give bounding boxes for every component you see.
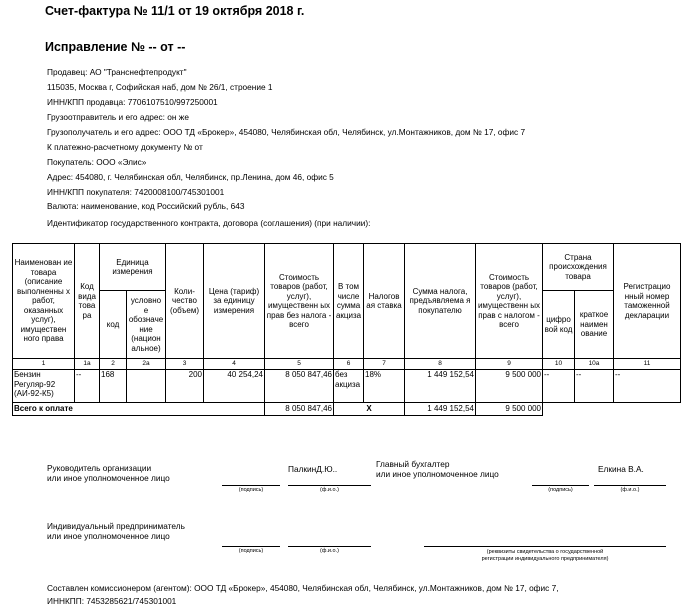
entrepreneur-fio-caption: (ф.и.о.) bbox=[320, 548, 339, 554]
cell-country-code: -- bbox=[543, 370, 575, 403]
header-name: Наименован ие товара (описание выполненны х работ, оказанных услуг), имуществен ного права bbox=[13, 244, 75, 359]
header-country: Страна происхождения товара bbox=[543, 244, 614, 291]
cell-unit-code: 168 bbox=[100, 370, 127, 403]
column-number: 10 bbox=[543, 359, 575, 370]
total-row bbox=[13, 403, 681, 416]
payment-doc-line: К платежно-расчетному документу № от bbox=[47, 142, 203, 152]
header-country-name: краткое наимен ование bbox=[575, 291, 614, 359]
cell-name: Бензин Регуляр-92 (АИ-92-К5) bbox=[13, 370, 75, 403]
shipper-line: Грузоотправитель и его адрес: он же bbox=[47, 112, 189, 122]
header-country-code: цифро вой код bbox=[543, 291, 575, 359]
currency-line: Валюта: наименование, код Российский рубль, 643 bbox=[47, 201, 245, 211]
column-number: 1 bbox=[13, 359, 75, 370]
column-number: 3 bbox=[166, 359, 204, 370]
header-kind-code: Код вида това ра bbox=[75, 244, 100, 359]
buyer-line: Покупатель: ООО «Элис» bbox=[47, 157, 147, 167]
header-customs: Регистрацио нный номер таможенной декларации bbox=[614, 244, 681, 359]
accountant-name-line bbox=[594, 485, 666, 486]
header-unit: Единица измерения bbox=[100, 244, 166, 291]
total-cost-with-tax: 9 500 000 bbox=[476, 403, 543, 416]
column-number: 2а bbox=[127, 359, 166, 370]
seller-address-line: 115035, Москва г, Софийская наб, дом № 26/1, строение 1 bbox=[47, 82, 273, 92]
column-number: 10а bbox=[575, 359, 614, 370]
total-label: Всего к оплате bbox=[13, 403, 265, 416]
cell-customs: -- bbox=[614, 370, 681, 403]
column-number: 11 bbox=[614, 359, 681, 370]
contract-id-line: Идентификатор государственного контракта, договора (соглашения) (при наличии): bbox=[47, 218, 371, 228]
header-cost-with-tax: Стоимость товаров (работ, услуг), имущественн ых прав с налогом - всего bbox=[476, 244, 543, 359]
total-cost-no-tax: 8 050 847,46 bbox=[265, 403, 334, 416]
cell-country-name: -- bbox=[575, 370, 614, 403]
entrepreneur-signature-line bbox=[222, 546, 280, 547]
head-label: Руководитель организации или иное уполномоченное лицо bbox=[47, 463, 170, 483]
seller-line: Продавец: АО "Транснефтепродукт" bbox=[47, 67, 187, 77]
buyer-inn-line: ИНН/КПП покупателя: 7420008100/745301001 bbox=[47, 187, 225, 197]
head-fio-caption: (ф.и.о.) bbox=[320, 487, 339, 493]
head-name-line bbox=[288, 485, 371, 486]
header-tax-rate: Налогов ая ставка bbox=[364, 244, 405, 359]
column-number: 1а bbox=[75, 359, 100, 370]
column-number: 2 bbox=[100, 359, 127, 370]
invoice-title: Счет-фактура № 11/1 от 19 октября 2018 г. bbox=[45, 4, 305, 18]
accountant-label: Главный бухгалтер или иное уполномоченное лицо bbox=[376, 459, 499, 479]
header-cost-no-tax: Стоимость товаров (работ, услуг), имущественн ых прав без налога - всего bbox=[265, 244, 334, 359]
header-unit-code: код bbox=[100, 291, 127, 359]
entrepreneur-label: Индивидуальный предприниматель или иное уполномоченное лицо bbox=[47, 521, 185, 541]
accountant-fio-caption: (ф.и.о.) bbox=[620, 487, 640, 493]
column-number: 4 bbox=[204, 359, 265, 370]
column-number: 6 bbox=[334, 359, 364, 370]
requisites-caption-1: (реквизиты свидетельства о государственной bbox=[486, 549, 604, 555]
accountant-name: Елкина В.А. bbox=[598, 464, 644, 474]
entrepreneur-signature-caption: (подпись) bbox=[238, 548, 264, 554]
consignee-line: Грузополучатель и его адрес: ООО ТД «Брокер», 454080, Челябинская обл, Челябинск, ул.Монтажников, дом № 17, офис 7 bbox=[47, 127, 526, 137]
accountant-signature-caption: (подпись) bbox=[548, 487, 573, 493]
column-number: 8 bbox=[405, 359, 476, 370]
requisites-caption-2: регистрации индивидуального предпринимателя) bbox=[481, 556, 609, 562]
entrepreneur-name-line bbox=[288, 546, 371, 547]
commission-agent-inn-line: ИННКПП: 7453285621/745301001 bbox=[47, 596, 177, 606]
header-quantity: Коли- чество (объем) bbox=[166, 244, 204, 359]
column-number: 7 bbox=[364, 359, 405, 370]
seller-inn-line: ИНН/КПП продавца: 7706107510/997250001 bbox=[47, 97, 218, 107]
cell-cost-no-tax: 8 050 847,46 bbox=[265, 370, 334, 403]
cell-price: 40 254,24 bbox=[204, 370, 265, 403]
total-mark: Х bbox=[334, 403, 405, 416]
header-price: Цена (тариф) за единицу измерения bbox=[204, 244, 265, 359]
table-row bbox=[13, 370, 681, 403]
accountant-signature-line bbox=[532, 485, 589, 486]
column-number: 5 bbox=[265, 359, 334, 370]
column-number: 9 bbox=[476, 359, 543, 370]
commission-agent-line: Составлен комиссионером (агентом): ООО ТД «Брокер», 454080, Челябинская обл, Челябинск, ул.Монтажников, дом № 17, офис 7, bbox=[47, 583, 559, 593]
header-unit-name: условно е обозначе ние (национ альное) bbox=[127, 291, 166, 359]
total-tax-sum: 1 449 152,54 bbox=[405, 403, 476, 416]
head-signature-caption: (подпись) bbox=[238, 487, 264, 493]
cell-cost-with-tax: 9 500 000 bbox=[476, 370, 543, 403]
head-signature-line bbox=[222, 485, 280, 486]
cell-excise: без акциза bbox=[334, 370, 364, 403]
header-excise: В том числе сумма акциза bbox=[334, 244, 364, 359]
entrepreneur-requisites-line bbox=[424, 546, 666, 547]
cell-kind-code: -- bbox=[75, 370, 100, 403]
cell-unit-name bbox=[127, 370, 166, 403]
invoice-table bbox=[12, 243, 681, 416]
cell-tax-sum: 1 449 152,54 bbox=[405, 370, 476, 403]
correction-title: Исправление № -- от -- bbox=[45, 40, 186, 54]
buyer-address-line: Адрес: 454080, г. Челябинская обл, Челябинск, пр.Ленина, дом 46, офис 5 bbox=[47, 172, 334, 182]
header-tax-sum: Сумма налога, предъявляема я покупателю bbox=[405, 244, 476, 359]
cell-quantity: 200 bbox=[166, 370, 204, 403]
cell-tax-rate: 18% bbox=[364, 370, 405, 403]
head-name: ПалкинД.Ю.. bbox=[288, 464, 338, 474]
